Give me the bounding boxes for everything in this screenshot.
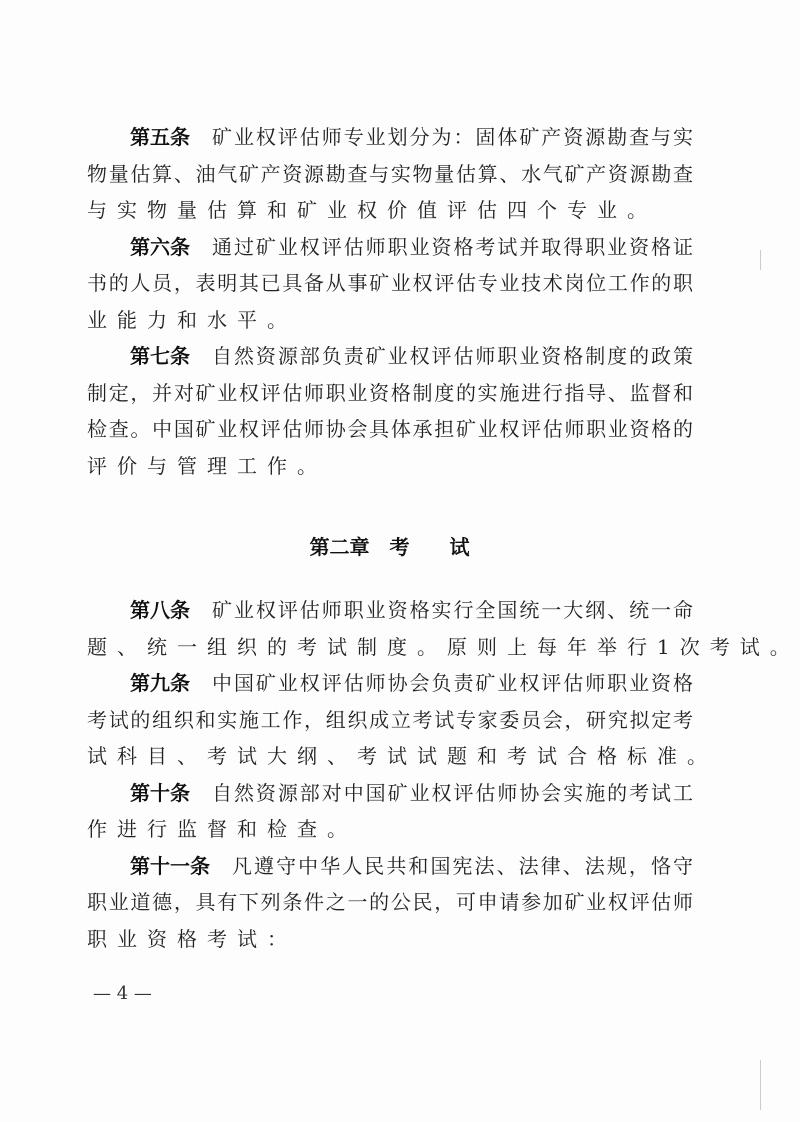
article-label: 第七条 [130,344,190,368]
article-line [87,229,693,266]
article-line [87,775,693,812]
scan-edge [760,250,761,270]
article-line [87,738,717,775]
article-text: 检查。中国矿业权评估师协会具体承担矿业权评估师职业资格的 [87,417,693,441]
article-text: 职业道德，具有下列条件之一的公民，可申请参加矿业权评估师 [87,890,693,914]
article [87,848,693,958]
article-text: 自然资源部对中国矿业权评估师协会实施的考试工 [212,780,693,805]
article-line [87,192,693,229]
article-text: 矿业权评估师职业资格实行全国统一大纲、统一命 [212,598,693,622]
article-text: 职业资格考试： [87,926,297,951]
article-label: 第十一条 [130,853,210,878]
article-line [87,265,693,302]
article-label: 第九条 [130,671,190,695]
article-text: 与实物量估算和矿业权价值评估四个专业。 [87,198,657,222]
scan-edge [760,1060,761,1110]
articles-before-chapter [87,119,693,484]
article-text: 自然资源部负责矿业权评估师职业资格制度的政策 [212,344,693,368]
article-text: 作进行监督和检查。 [87,817,357,841]
article-line [87,702,693,739]
article-line [87,302,693,339]
article [87,229,693,339]
article [87,119,693,229]
article [87,775,693,848]
article-line [87,629,800,666]
article-label: 第六条 [130,234,190,259]
article-line [87,448,693,485]
article-label: 第十条 [130,780,190,805]
articles-chapter-two [87,592,800,957]
article [87,665,717,775]
article-label: 第五条 [130,125,190,149]
article [87,338,693,484]
article-line [87,338,693,375]
article-line [87,592,693,629]
article-text: 通过矿业权评估师职业资格考试并取得职业资格证 [212,234,693,259]
article-line [87,884,693,921]
article-text: 考试的组织和实施工作，组织成立考试专家委员会，研究拟定考 [87,707,693,732]
article-text: 凡遵守中华人民共和国宪法、法律、法规，恪守 [232,853,693,878]
article-line [87,921,693,958]
article-line [87,119,693,156]
article-line [87,411,693,448]
article-text: 中国矿业权评估师协会负责矿业权评估师职业资格 [212,671,693,695]
article-text: 书的人员，表明其已具备从事矿业权评估专业技术岗位工作的职 [87,271,693,295]
page-number: — 4 — [93,983,152,1004]
article-line [87,848,693,885]
article-text: 物量估算、油气矿产资源勘查与实物量估算、水气矿产资源勘查 [87,161,693,186]
article-line [87,375,693,412]
article-text: 试科目、考试大纲、考试试题和考试合格标准。 [87,744,717,768]
article-text: 制定，并对矿业权评估师职业资格制度的实施进行指导、监督和 [87,380,693,405]
article [87,592,800,665]
article-text: 矿业权评估师专业划分为：固体矿产资源勘查与实 [212,125,693,149]
article-text: 题、统一组织的考试制度。原则上每年举行1次考试。 [87,634,800,659]
article-text: 评价与管理工作。 [87,453,327,478]
article-line [87,665,693,702]
article-line [87,811,693,848]
article-label: 第八条 [130,598,190,622]
chapter-heading: 第二章 考 试 [309,535,470,559]
article-text: 业能力和水平。 [87,307,297,332]
article-line [87,156,693,193]
